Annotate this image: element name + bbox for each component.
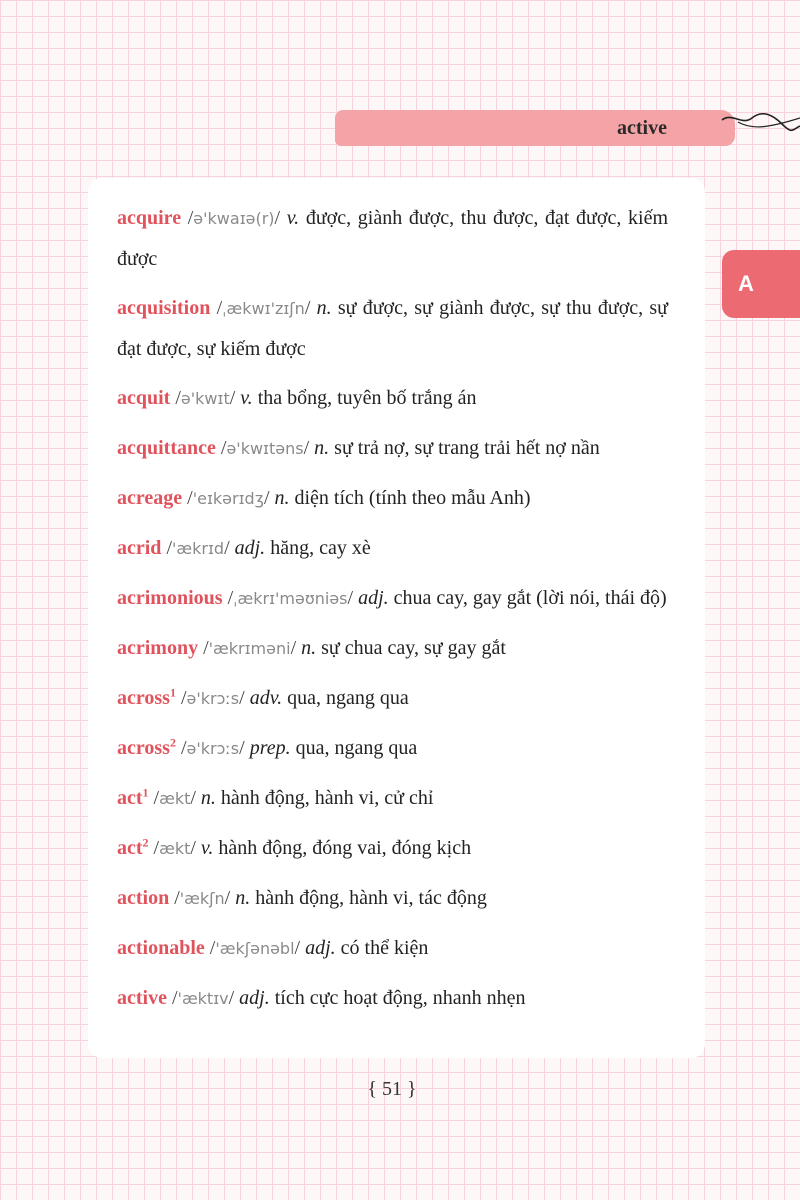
definition: sự chua cay, sự gay gắt — [321, 637, 506, 659]
dictionary-entry: action /'ækʃn/ n. hành động, hành vi, tác động — [117, 887, 487, 909]
part-of-speech: v. — [286, 207, 300, 229]
dictionary-entry: act$^2$ /ækt/ v. hành động, đóng vai, đóng kịch — [117, 835, 472, 859]
part-of-speech: adj. — [305, 937, 336, 959]
pronunciation: ə'kwaɪə(r) — [193, 209, 275, 228]
part-of-speech: n. — [301, 637, 317, 659]
definition: hăng, cay xè — [270, 537, 371, 559]
definition: qua, ngang qua — [287, 687, 409, 709]
part-of-speech: prep. — [249, 737, 291, 759]
definition: sự được, sự giành được, sự thu được, sự đạt được, sự kiếm được — [117, 297, 669, 360]
homograph-number: 2 — [169, 735, 176, 750]
pronunciation: ˌækwɪ'zɪʃn — [222, 299, 305, 318]
headword: acquittance — [117, 437, 216, 459]
part-of-speech: adj. — [234, 537, 266, 559]
pronunciation: ə'krɔːs — [186, 689, 240, 708]
dictionary-entry: act$^1$ /ækt/ n. hành động, hành vi, cử chỉ — [117, 785, 434, 809]
headword: act$^1$ — [117, 785, 149, 809]
definition: có thể kiện — [340, 937, 429, 959]
headword: acquisition — [117, 297, 211, 319]
dictionary-entry: acquire /ə'kwaɪə(r)/ v. được, giành được, thu được, đạt được, kiếm được — [117, 207, 668, 270]
definition: tha bổng, tuyên bố trắng án — [257, 387, 477, 409]
headword: active — [117, 987, 167, 1009]
dictionary-entry: acreage /'eɪkərɪdʒ/ n. diện tích (tính theo mẫu Anh) — [117, 487, 531, 509]
part-of-speech: n. — [235, 887, 251, 909]
pronunciation: 'ækrɪd — [172, 539, 225, 558]
dictionary-entry: acquittance /ə'kwɪtəns/ n. sự trả nợ, sự trang trải hết nợ nần — [117, 437, 600, 459]
pronunciation: 'ækʃənəbl — [215, 939, 295, 958]
pronunciation: 'eɪkərɪdʒ — [192, 489, 264, 508]
part-of-speech: adj. — [239, 987, 270, 1009]
headword: acrid — [117, 537, 162, 559]
part-of-speech: v. — [240, 387, 253, 409]
dictionary-entry: acrid /'ækrɪd/ adj. hăng, cay xè — [117, 537, 371, 559]
dictionary-entry: acquit /ə'kwɪt/ v. tha bổng, tuyên bố trắng án — [117, 387, 477, 409]
definition: sự trả nợ, sự trang trải hết nợ nần — [334, 437, 600, 459]
part-of-speech: n. — [316, 297, 332, 319]
pronunciation: ə'krɔːs — [186, 739, 240, 758]
dictionary-entry: active /'æktɪv/ adj. tích cực hoạt động, nhanh nhẹn — [117, 987, 526, 1009]
headword: acquire — [117, 207, 182, 229]
part-of-speech: n. — [274, 487, 290, 509]
headword: acreage — [117, 487, 183, 509]
homograph-number: 2 — [142, 835, 149, 850]
definition: qua, ngang qua — [295, 737, 418, 759]
guide-word: active — [617, 117, 667, 139]
headword: act$^2$ — [117, 835, 149, 859]
homograph-number: 1 — [169, 685, 176, 700]
pronunciation: 'ækrɪməni — [208, 639, 291, 658]
pronunciation: ə'kwɪtəns — [226, 439, 304, 458]
definition: hành động, đóng vai, đóng kịch — [218, 837, 472, 859]
pronunciation: 'æktɪv — [177, 989, 229, 1008]
headword: action — [117, 887, 170, 909]
pronunciation: ækt — [159, 839, 191, 858]
definition: được, giành được, thu được, đạt được, kiếm được — [117, 207, 668, 270]
pronunciation: ækt — [159, 789, 191, 808]
dictionary-entries — [117, 198, 668, 1028]
definition: chua cay, gay gắt (lời nói, thái độ) — [393, 587, 667, 609]
part-of-speech: adj. — [358, 587, 389, 609]
page-number: { 51 } — [367, 1078, 417, 1100]
alphabet-tab-letter: A — [738, 271, 754, 296]
definition: hành động, hành vi, cử chỉ — [220, 787, 434, 809]
headword: actionable — [117, 937, 205, 959]
pronunciation: ˌækrɪ'məʊniəs — [233, 589, 348, 608]
headword: across$^2$ — [117, 735, 176, 759]
definition: diện tích (tính theo mẫu Anh) — [294, 487, 531, 509]
definition: tích cực hoạt động, nhanh nhẹn — [274, 987, 526, 1009]
headword: acquit — [117, 387, 171, 409]
alphabet-tab — [722, 250, 800, 318]
dictionary-entry: acrimony /'ækrɪməni/ n. sự chua cay, sự gay gắt — [117, 637, 506, 659]
guide-word-banner — [335, 110, 735, 146]
homograph-number: 1 — [142, 785, 149, 800]
dictionary-entry: acrimonious /ˌækrɪ'məʊniəs/ adj. chua cay, gay gắt (lời nói, thái độ) — [117, 587, 667, 609]
dictionary-entry: across$^2$ /ə'krɔːs/ prep. qua, ngang qua — [117, 735, 418, 759]
pronunciation: 'ækʃn — [179, 889, 225, 908]
dictionary-entry: actionable /'ækʃənəbl/ adj. có thể kiện — [117, 937, 429, 959]
part-of-speech: n. — [314, 437, 330, 459]
scribble-decoration — [718, 108, 800, 138]
headword: across$^1$ — [117, 685, 176, 709]
part-of-speech: v. — [200, 837, 214, 859]
dictionary-entry: acquisition /ˌækwɪ'zɪʃn/ n. sự được, sự giành được, sự thu được, sự đạt được, sự kiếm được — [117, 297, 669, 360]
definition: hành động, hành vi, tác động — [255, 887, 487, 909]
pronunciation: ə'kwɪt — [180, 389, 230, 408]
part-of-speech: adv. — [249, 687, 283, 709]
part-of-speech: n. — [200, 787, 216, 809]
headword: acrimonious — [117, 587, 223, 609]
dictionary-entry: across$^1$ /ə'krɔːs/ adv. qua, ngang qua — [117, 685, 409, 709]
headword: acrimony — [117, 637, 199, 659]
